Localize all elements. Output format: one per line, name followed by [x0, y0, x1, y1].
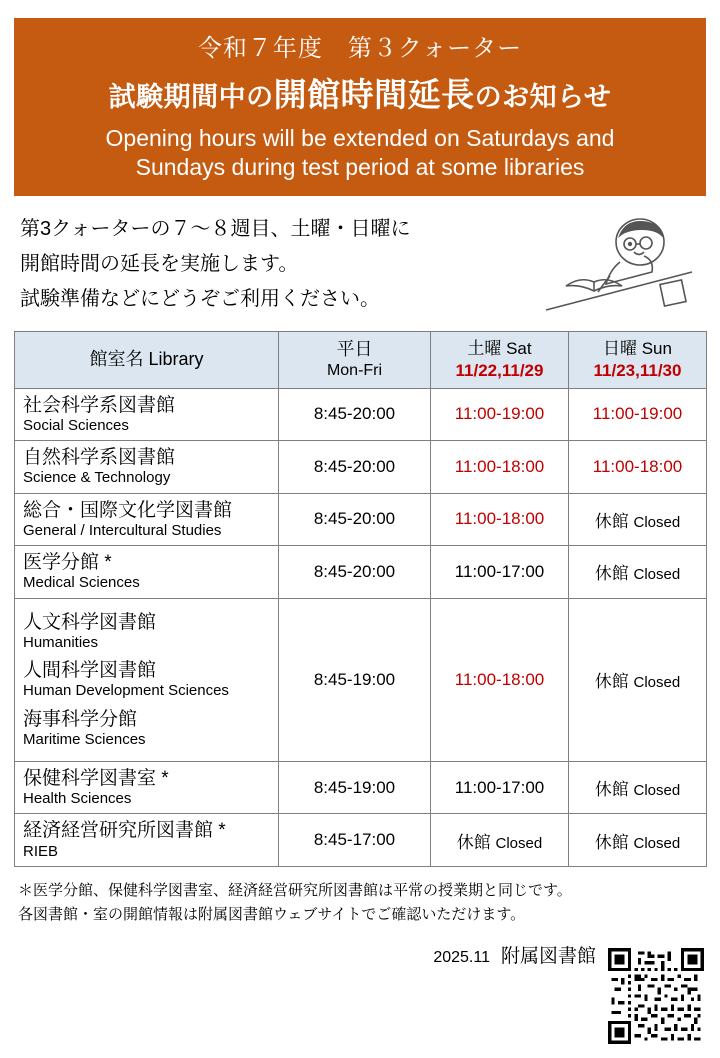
closed-label-jp: 休館	[456, 832, 491, 852]
closed-label-en: Closed	[633, 782, 681, 800]
sunday-hours	[569, 598, 707, 761]
closed-label-jp: 休館	[594, 672, 629, 692]
library-group-2	[23, 659, 270, 700]
saturday-hours: 11:00-18:00	[431, 493, 569, 545]
qr-code-icon[interactable]	[608, 948, 704, 1044]
library-name-en: Science & Technology	[23, 469, 171, 487]
header-weekday	[279, 331, 431, 388]
closed-label-jp: 休館	[594, 832, 629, 852]
publish-date: 2025.11	[433, 948, 490, 966]
library-name-jp: 自然科学系図書館	[23, 447, 176, 469]
intro-text	[14, 212, 706, 317]
library-name-en: Maritime Sciences	[23, 730, 146, 748]
banner-title	[24, 69, 696, 116]
intro-line-1: 第3クォーターの７～８週目、土曜・日曜に	[20, 217, 411, 240]
library-name-jp: 社会科学系図書館	[23, 394, 176, 416]
library-name-cell	[15, 388, 279, 440]
banner-english-line2: Sundays during test period at some libraries	[135, 153, 585, 180]
closed-label-en: Closed	[633, 674, 681, 692]
library-name-en: Human Development Sciences	[23, 682, 229, 700]
weekday-hours: 8:45-20:00	[279, 546, 431, 598]
table-row	[15, 598, 707, 761]
saturday-hours: 11:00-19:00	[431, 388, 569, 440]
library-name-jp: 保健科学図書室 *	[23, 767, 169, 789]
weekday-hours: 8:45-17:00	[279, 814, 431, 866]
sunday-hours	[569, 761, 707, 813]
closed-label-en: Closed	[495, 834, 543, 852]
closed-label-en: Closed	[633, 566, 681, 584]
weekday-hours: 8:45-19:00	[279, 761, 431, 813]
table-header-row	[15, 331, 707, 388]
library-name-en: RIEB	[23, 842, 59, 860]
library-name-jp: 人文科学図書館	[23, 611, 157, 633]
sunday-hours	[569, 546, 707, 598]
sunday-hours: 11:00-18:00	[569, 441, 707, 493]
library-name-cell	[15, 598, 279, 761]
banner-subtitle: 令和７年度 第３クォーター	[197, 35, 523, 62]
library-name-jp: 医学分館 *	[23, 552, 112, 574]
library-name-jp: 海事科学分館	[23, 708, 138, 730]
footnote-1: ＊医学分館、保健科学図書室、経済経営研究所図書館は平常の授業期と同じです。	[18, 881, 572, 899]
table-row	[15, 814, 707, 866]
table-row	[15, 546, 707, 598]
closed-label-en: Closed	[633, 834, 681, 852]
intro-line-2: 開館時間の延長を実施します。	[20, 252, 299, 275]
weekday-hours: 8:45-20:00	[279, 493, 431, 545]
header-library-label: 館室名 Library	[89, 348, 204, 369]
footer	[14, 941, 706, 968]
intro-line-3: 試験準備などにどうぞご利用ください。	[20, 287, 380, 310]
library-name-cell	[15, 441, 279, 493]
sunday-hours	[569, 493, 707, 545]
header-sunday-dates: 11/23,11/30	[593, 360, 682, 380]
header-sunday-jp: 日曜 Sun	[603, 338, 672, 358]
table-row	[15, 388, 707, 440]
header-weekday-en: Mon-Fri	[326, 361, 383, 379]
sunday-hours: 11:00-19:00	[569, 388, 707, 440]
library-name-en: Medical Sciences	[23, 574, 140, 592]
closed-label-jp: 休館	[594, 511, 629, 531]
opening-hours-table	[14, 331, 707, 867]
closed-label-en: Closed	[633, 513, 681, 531]
library-name-en: Social Sciences	[23, 416, 129, 434]
header-saturday-jp: 土曜 Sat	[467, 338, 532, 358]
saturday-hours: 11:00-18:00	[431, 598, 569, 761]
banner-title-post: のお知らせ	[474, 82, 612, 112]
saturday-hours: 11:00-18:00	[431, 441, 569, 493]
header-saturday-dates: 11/22,11/29	[455, 360, 544, 380]
header-sunday	[569, 331, 707, 388]
saturday-hours: 11:00-17:00	[431, 761, 569, 813]
sunday-hours	[569, 814, 707, 866]
footnotes	[14, 879, 706, 927]
closed-label-jp: 休館	[594, 780, 629, 800]
header-banner	[14, 18, 706, 196]
organization-name: 附属図書館	[500, 945, 596, 967]
header-saturday	[431, 331, 569, 388]
saturday-hours	[431, 814, 569, 866]
weekday-hours: 8:45-19:00	[279, 598, 431, 761]
poster-page	[0, 18, 720, 1058]
library-name-en: Health Sciences	[23, 790, 132, 808]
saturday-hours: 11:00-17:00	[431, 546, 569, 598]
table-row	[15, 761, 707, 813]
weekday-hours: 8:45-20:00	[279, 388, 431, 440]
library-name-en: Humanities	[23, 633, 99, 651]
library-name-en: General / Intercultural Studies	[23, 521, 222, 539]
footnote-2: 各図書館・室の開館情報は附属図書館ウェブサイトでご確認いただけます。	[18, 905, 526, 923]
closed-label-jp: 休館	[594, 564, 629, 584]
library-group-1	[23, 611, 270, 652]
library-group-3	[23, 708, 270, 749]
weekday-hours: 8:45-20:00	[279, 441, 431, 493]
table-row	[15, 493, 707, 545]
banner-title-pre: 試験期間中の	[108, 82, 274, 112]
header-weekday-jp: 平日	[336, 338, 373, 359]
banner-title-emphasis: 開館時間延長	[273, 76, 475, 113]
library-name-cell	[15, 814, 279, 866]
table-row	[15, 441, 707, 493]
library-name-cell	[15, 493, 279, 545]
library-name-cell	[15, 546, 279, 598]
header-library	[15, 331, 279, 388]
library-name-jp: 人間科学図書館	[23, 660, 157, 682]
library-name-jp: 経済経営研究所図書館 *	[23, 820, 226, 842]
library-name-jp: 総合・国際文化学図書館	[23, 499, 233, 521]
banner-english-line1: Opening hours will be extended on Saturdays and	[105, 125, 615, 151]
library-name-cell	[15, 761, 279, 813]
